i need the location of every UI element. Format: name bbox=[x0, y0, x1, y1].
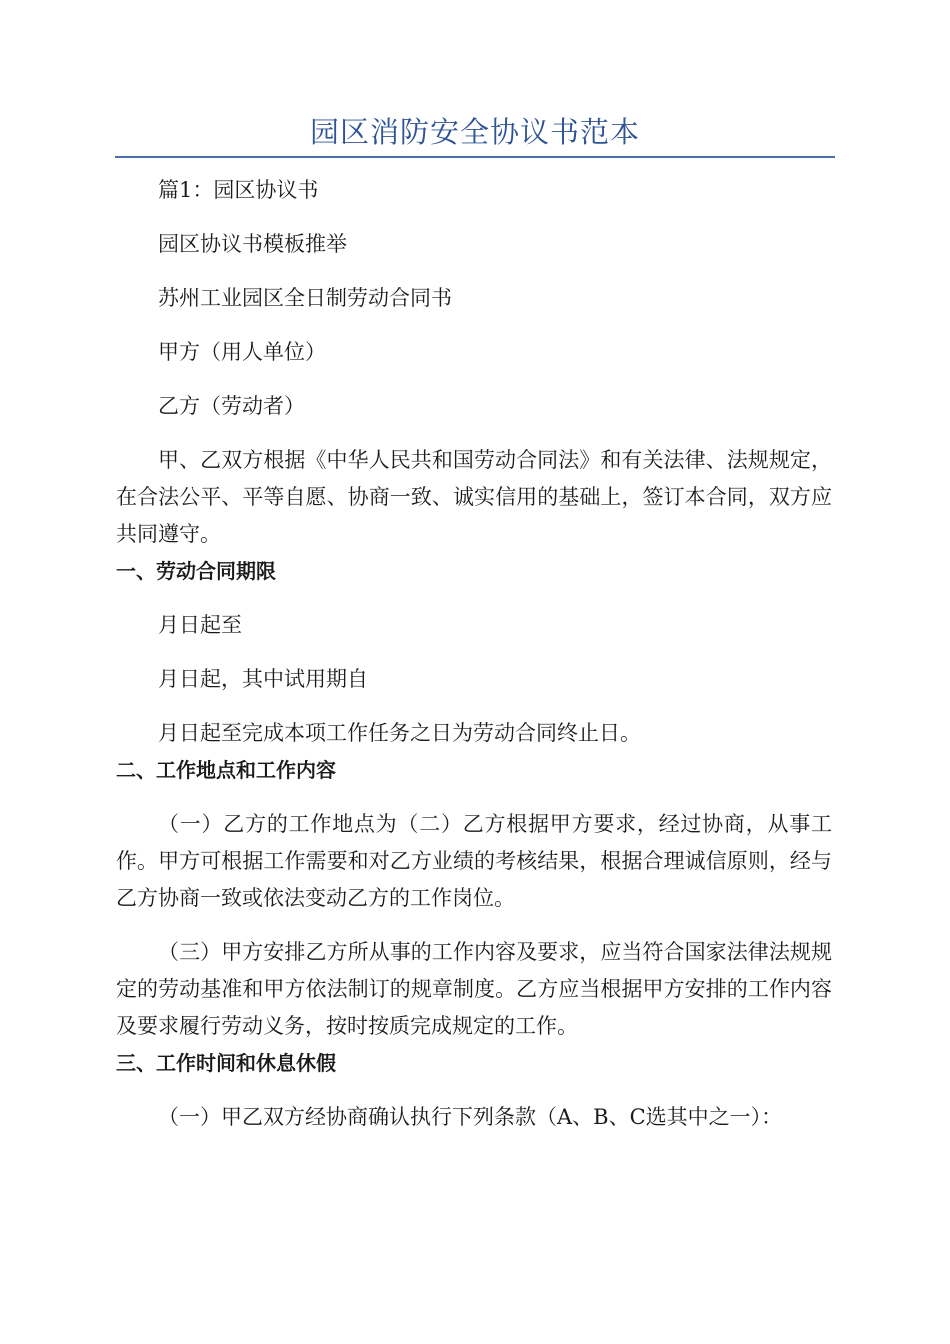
paragraph-work-content: （三）甲方安排乙方所从事的工作内容及要求，应当符合国家法律法规规定的劳动基准和甲方依法制订的规章制度。乙方应当根据甲方安排的工作内容及要求履行劳动义务，按时按质完成规定的工作。 bbox=[116, 940, 832, 1038]
section-heading-work: 二、工作地点和工作内容 bbox=[116, 758, 336, 782]
paragraph-chapter: 篇1：园区协议书 bbox=[158, 178, 319, 202]
paragraph-hours-options: （一）甲乙双方经协商确认执行下列条款（A、B、C选其中之一）： bbox=[158, 1105, 783, 1129]
document-body bbox=[116, 172, 832, 1136]
section-heading-hours: 三、工作时间和休息休假 bbox=[116, 1051, 336, 1075]
paragraph-term-probation: 月日起，其中试用期自 bbox=[158, 667, 368, 691]
section-heading-term: 一、劳动合同期限 bbox=[116, 559, 276, 583]
paragraph-party-b: 乙方（劳动者） bbox=[158, 394, 305, 418]
document-title: 园区消防安全协议书范本 bbox=[309, 115, 640, 149]
paragraph-template: 园区协议书模板推举 bbox=[158, 232, 347, 256]
paragraph-term-end: 月日起至完成本项工作任务之日为劳动合同终止日。 bbox=[158, 721, 641, 745]
paragraph-contract-name: 苏州工业园区全日制劳动合同书 bbox=[158, 286, 452, 310]
paragraph-work-location: （一）乙方的工作地点为（二）乙方根据甲方要求，经过协商，从事工作。甲方可根据工作需要和对乙方业绩的考核结果，根据合理诚信原则，经与乙方协商一致或依法变动乙方的工作岗位。 bbox=[116, 812, 832, 910]
paragraph-preamble: 甲、乙双方根据《中华人民共和国劳动合同法》和有关法律、法规规定，在合法公平、平等自愿、协商一致、诚实信用的基础上，签订本合同，双方应共同遵守。 bbox=[116, 448, 832, 546]
paragraph-party-a: 甲方（用人单位） bbox=[158, 340, 326, 364]
title-block bbox=[115, 112, 835, 158]
paragraph-term-start: 月日起至 bbox=[158, 613, 242, 637]
